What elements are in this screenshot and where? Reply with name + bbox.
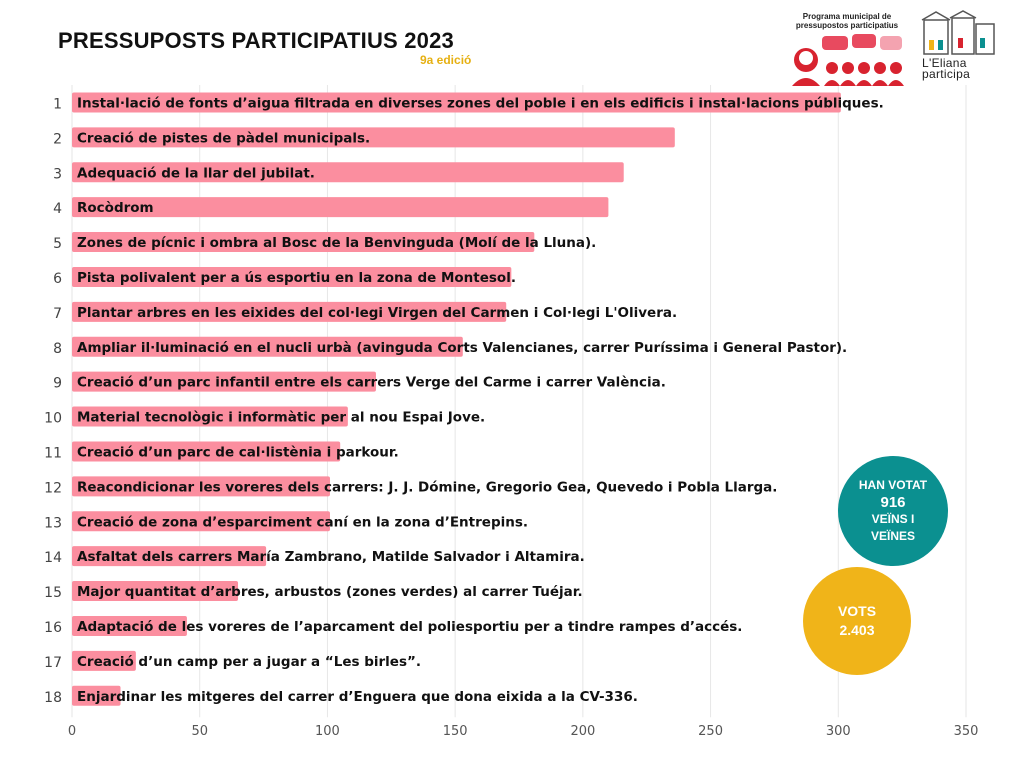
rank-label: 8 — [53, 340, 62, 357]
buildings-icon — [918, 10, 996, 56]
bar-label: Adaptació de les voreres de l’aparcament del poliesportiu per a tindre rampes d’accés. — [77, 618, 743, 635]
rank-label: 16 — [44, 619, 62, 636]
participatory-budget-logo — [786, 10, 908, 86]
rank-label: 13 — [44, 515, 62, 532]
bar-label: Instal·lació de fonts d’aigua filtrada en diverses zones del poble i en els edificis i instal·lacions públiques. — [77, 95, 884, 112]
people-speech-icon — [786, 10, 908, 86]
voters-prefix: HAN VOTAT — [858, 478, 928, 492]
bar-label: Zones de pícnic i ombra al Bosc de la Benvinguda (Molí de la Lluna). — [77, 235, 597, 252]
rank-label: 17 — [44, 654, 62, 671]
bar-label: Creació de pistes de pàdel municipals. — [77, 130, 371, 147]
bar-label: Creació d’un parc infantil entre els carrers Verge del Carme i carrer València. — [77, 374, 666, 391]
edition-subtitle: 9a edició — [420, 53, 472, 67]
x-tick-label: 250 — [698, 724, 723, 740]
x-tick-label: 100 — [315, 724, 340, 740]
bar-label: Asfaltat dels carrers María Zambrano, Matilde Salvador i Altamira. — [77, 549, 585, 566]
bar-label: Enjardinar les mitgeres del carrer d’Enguera que dona eixida a la CV-336. — [77, 688, 638, 705]
leliana-participa-logo — [918, 10, 996, 84]
brand-name — [922, 58, 998, 80]
bar-label: Adequació de la llar del jubilat. — [77, 165, 315, 182]
rank-label: 6 — [53, 270, 62, 287]
page-title: PRESSUPOSTS PARTICIPATIUS 2023 — [58, 28, 454, 53]
voters-value: 916 — [880, 494, 906, 511]
rank-label: 15 — [44, 585, 62, 602]
bar-label: Rocòdrom — [77, 200, 154, 217]
bar-label: Ampliar il·luminació en el nucli urbà (avinguda Corts Valencianes, carrer Puríssima i General Pastor). — [77, 339, 848, 356]
rank-label: 9 — [53, 375, 62, 392]
x-tick-label: 50 — [191, 724, 208, 740]
rank-label: 7 — [53, 305, 62, 322]
x-tick-label: 200 — [570, 724, 596, 740]
voters-suffix-1: VEÏNS I — [871, 512, 915, 526]
rank-label: 2 — [53, 131, 62, 148]
bar-label: Creació d’un camp per a jugar a “Les birles”. — [77, 653, 421, 670]
votes-value: 2.403 — [839, 622, 875, 638]
bar-label: Creació d’un parc de cal·listènia i parkour. — [77, 444, 399, 461]
rank-label: 1 — [53, 96, 62, 113]
rank-label: 12 — [44, 480, 62, 497]
rank-label: 4 — [53, 201, 62, 218]
rank-label: 14 — [44, 550, 62, 567]
bar-label: Creació de zona d’esparciment caní en la zona d’Entrepins. — [77, 514, 529, 531]
x-tick-label: 150 — [442, 724, 468, 740]
voters-suffix-2: VEÏNES — [870, 529, 915, 543]
program-logo-text: Programa municipal de pressupostos participatius — [795, 12, 899, 30]
bar-label: Reacondicionar les voreres dels carrers: J. J. Dómine, Gregorio Gea, Quevedo i Pobla Llarga. — [77, 479, 778, 496]
rank-label: 18 — [44, 689, 62, 706]
x-tick-label: 350 — [953, 724, 979, 740]
voters-count-badge — [838, 456, 948, 566]
rank-label: 3 — [53, 166, 62, 183]
bar-label: Plantar arbres en les eixides del col·legi Virgen del Carmen i Col·legi L'Olivera. — [77, 304, 678, 321]
brand-line-2: participa — [922, 67, 971, 81]
rank-label: 5 — [53, 236, 62, 253]
bar-label: Material tecnològic i informàtic per al nou Espai Jove. — [77, 409, 486, 426]
votes-label: VOTS — [837, 603, 877, 619]
bar-label: Pista polivalent per a ús esportiu en la zona de Montesol. — [77, 269, 516, 286]
brand-line-1: L'Eliana — [922, 56, 967, 70]
bar-label: Major quantitat d’arbres, arbustos (zones verdes) al carrer Tuéjar. — [77, 584, 583, 601]
votes-count-badge — [803, 567, 911, 675]
rank-label: 11 — [44, 445, 62, 462]
rank-label: 10 — [44, 410, 62, 427]
x-tick-label: 300 — [825, 724, 851, 740]
x-tick-label: 0 — [67, 724, 77, 740]
